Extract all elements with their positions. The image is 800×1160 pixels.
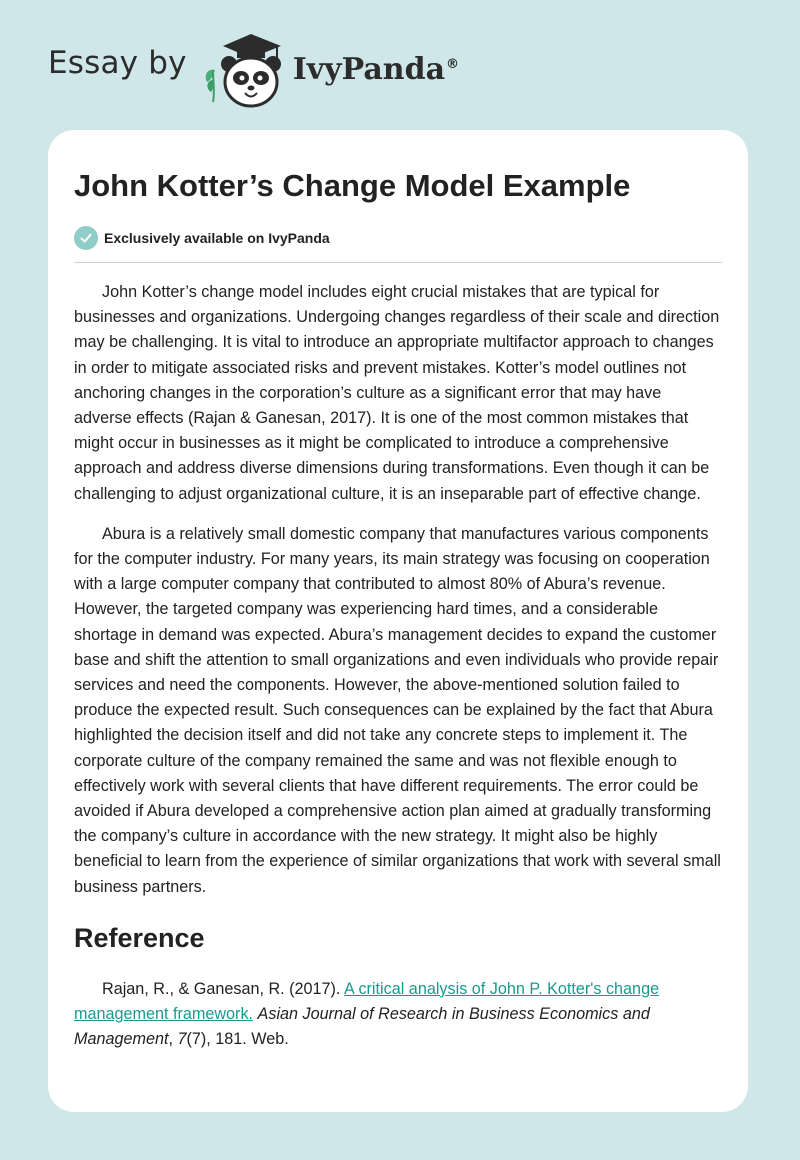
reference-heading: Reference (74, 922, 205, 953)
divider (74, 262, 722, 263)
ivypanda-logo[interactable] (48, 30, 459, 110)
exclusive-badge (74, 225, 722, 251)
reference-issue-pages: (7), 181. Web. (186, 1030, 289, 1049)
reference-authors: Rajan, R., & Ganesan, R. (2017). (102, 979, 345, 998)
reference-link[interactable]: A critical analysis of John P. Kotter's change management framework. (74, 979, 660, 1024)
logo-brand: IvyPanda® (292, 51, 460, 87)
registered-mark: ® (446, 56, 460, 72)
reference-journal: Asian Journal of Research in Business Economics and Management (74, 1005, 650, 1049)
reference-volume: 7 (177, 1030, 187, 1049)
page-title: John Kotter’s Change Model Example (74, 168, 631, 203)
reference-sep: , (168, 1030, 178, 1049)
logo-prefix: Essay by (48, 45, 187, 81)
essay-body (74, 280, 722, 900)
paragraph: Abura is a relatively small domestic company that manufactures various components for the computer industry. For many years, its main strategy was focusing on cooperation with a large computer company that contributed to almost 80% of Abura’s revenue. However, the targeted company was experiencing hard times, and a considerable shortage in demand was expected. Abura’s management decides to expand the customer base and shift the attention to small organizations and even individuals who provide repair services and need the components. However, the above-mentioned solution failed to produce the expected result. Such consequences can be explained by the fact that Abura highlighted the decision itself and did not take any concrete steps to implement it. The corporate culture of the company remained the same and was not flexible enough to effectively work with several clients that have different requirements. The error could be avoided if Abura developed a comprehensive action plan aimed at gradually transforming the company’s culture in accordance with the new strategy. It might also be highly beneficial to learn from the experience of similar organizations that work with several small business partners. (74, 524, 721, 896)
reference-entry (74, 977, 722, 1053)
essay-card (48, 130, 748, 1112)
check-circle-icon (74, 226, 98, 250)
paragraph: John Kotter’s change model includes eight crucial mistakes that are typical for businesses and organizations. Undergoing changes regardless of their scale and direction may be challenging. It is vital to introduce an appropriate multifactor approach to changes in order to mitigate associated risks and prevent mistakes. Kotter’s model outlines not anchoring changes in the corporation’s culture as a significant error that may have adverse effects (Rajan & Ganesan, 2017). It is one of the most common mistakes that might occur in businesses as it might be complicated to introduce a comprehensive approach and address diverse dimensions during transformations. Even though it can be challenging to adjust organizational culture, it is an inseparable part of effective change. (74, 283, 720, 503)
exclusive-label: Exclusively available on IvyPanda (104, 230, 330, 246)
panda-graduate-icon (201, 30, 291, 110)
